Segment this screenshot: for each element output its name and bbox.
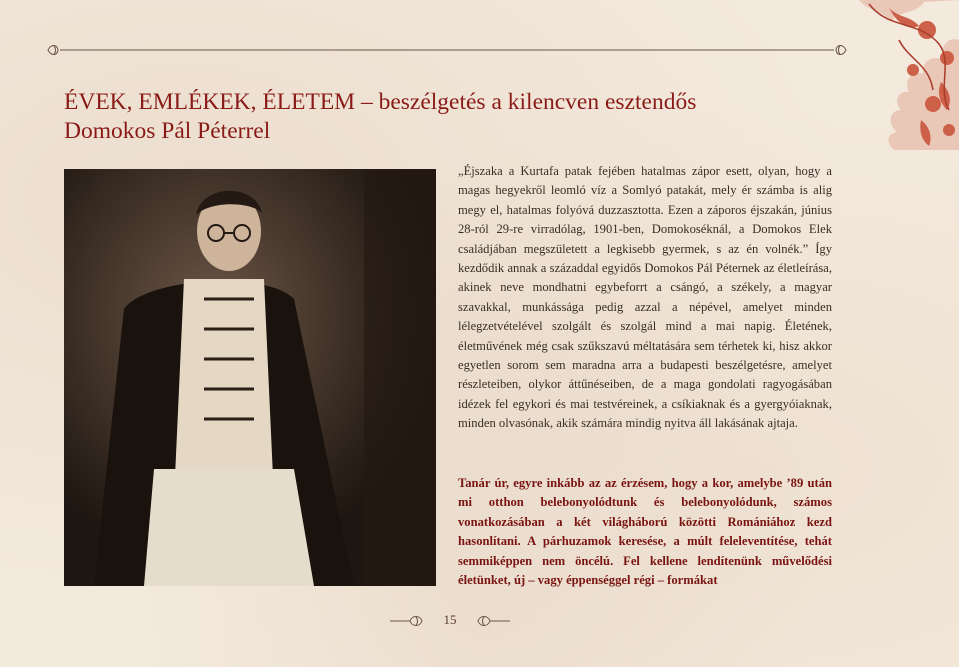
title-line-2: Domokos Pál Péterrel [64,118,271,144]
portrait-photo [64,169,436,586]
article-body-text: „Éjszaka a Kurtafa patak fejében hatalmas zápor esett, olyan, hogy a magas hegyekről leomló víz a Somlyó patakát, mely ér számba is alig megy el, hatalmas folyóvá duzzasztotta. Ezen a záporos éjszakán, június 28-ról 29-re virradólag, 1901-ben, Domokoséknál, a Domokos Elek családjában megszületett a legkisebb gyermek, s az én volnék.” Így kezdődik annak a századdal egyidős Domokos Pál Péternek az életleírása, akinek neve mondhatni egybeforrt a csángó, a székely, a magyar szavakkal, munkássága pedig azzal a népével, amelyet minden lélegzetvételével szolgált és szolgál mind a mai napig. Életének, életművének még csak szűkszavú méltatására sem térhetek ki, hisz akkor egyetlen sorom sem maradna arra a budapesti beszélgetésre, amelyet részleteiben, olykor áttűnéseiben, de a maga gondolati ragyogásában idézek fel egykori és mai testvéreinek, a csíkiaknak és a gyergyóiaknak, minden olvasónak, akik számára mindig nyitva áll lakásának ajtaja. [458,164,832,431]
interview-question: Tanár úr, egyre inkább az az érzésem, hogy a kor, amelybe ’89 után mi otthon belebonyolódtunk és belebonyolódunk, számos vonatkozásában a két világháború közötti Romániához kezd hasonlítani. A párhuzamok keresése, a múlt feleleventítése, tehát semmiképpen nem öncélú. Fel kellene lendítenünk művelődési életünket, új – vagy éppenséggel régi – formákat [458,476,832,588]
title-line-1: ÉVEK, EMLÉKEK, ÉLETEM – beszélgetés a kilencven esztendős [64,89,697,115]
article-title [64,88,696,146]
corner-floral-ornament [829,0,959,150]
footer-right-ornament [474,614,510,628]
page-footer [390,612,510,630]
page-number: 15 [443,612,457,627]
top-divider-rule [46,42,848,58]
footer-left-ornament [390,614,426,628]
